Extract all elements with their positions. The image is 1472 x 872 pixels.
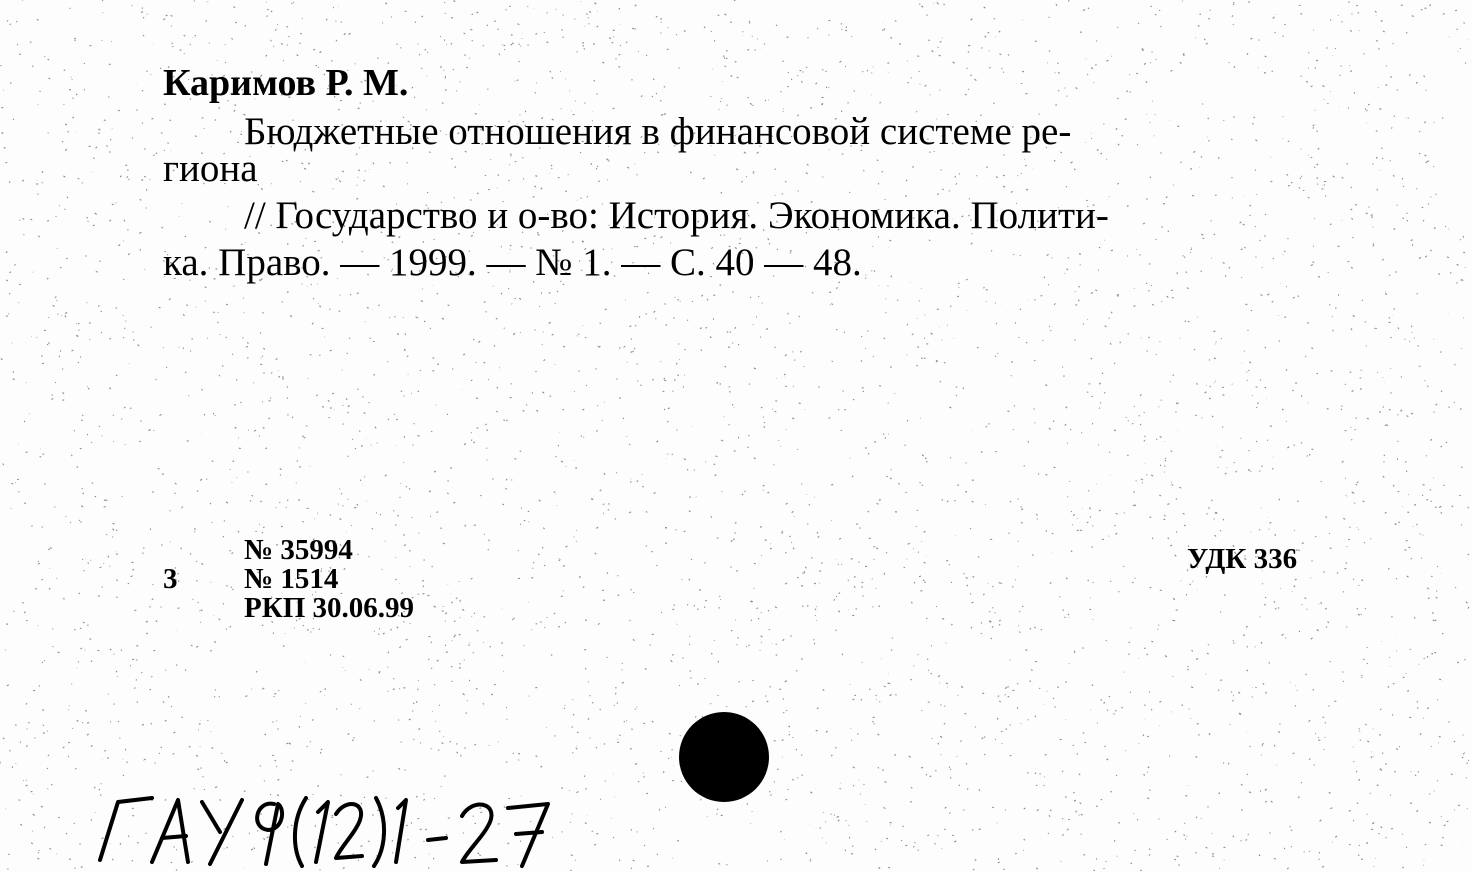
source-line-2: ка. Право. — 1999. — № 1. — С. 40 — 48. (163, 241, 862, 284)
accession-number-1: № 35994 (244, 534, 353, 566)
source-line-1: // Государство и о-во: История. Экономика. Полити- (244, 194, 1109, 237)
accession-number-2: № 1514 (244, 563, 339, 595)
handwritten-shelf-mark (60, 790, 580, 870)
author: Каримов Р. М. (163, 62, 409, 104)
title-line-1: Бюджетные отношения в финансовой системе ре- (244, 110, 1072, 153)
udk-code: УДК 336 (1187, 543, 1298, 575)
title-line-2: гиона (163, 147, 258, 190)
rkp-date: РКП 30.06.99 (244, 592, 415, 624)
punch-hole (679, 712, 769, 802)
copies-count: 3 (163, 563, 178, 595)
